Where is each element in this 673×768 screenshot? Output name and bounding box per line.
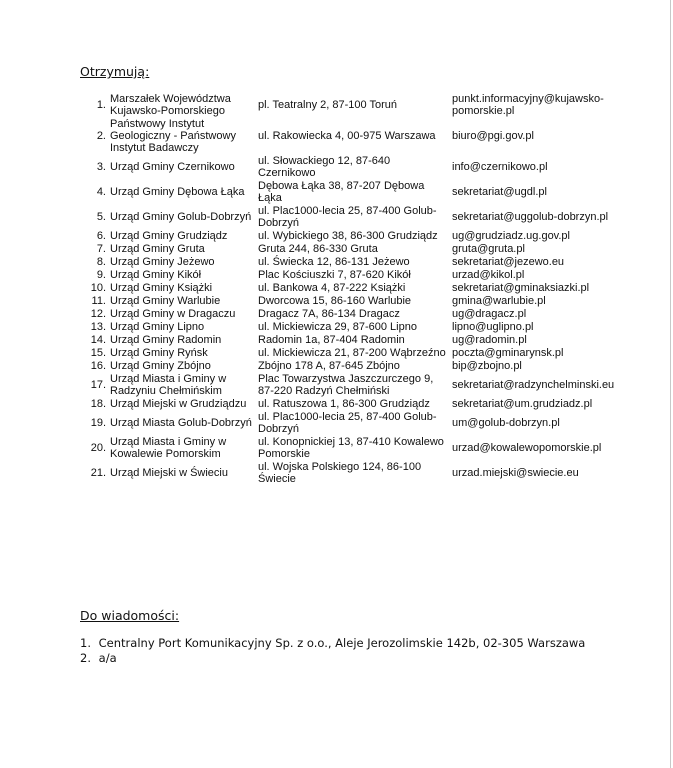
recipient-address: ul. Mickiewicza 21, 87-200 Wąbrzeźno	[258, 347, 446, 359]
info-item-text: a/a	[98, 651, 117, 665]
recipient-number: 12.	[90, 308, 106, 320]
recipient-number: 19.	[90, 417, 106, 429]
info-item	[80, 636, 585, 651]
recipient-email: sekretariat@um.grudziadz.pl	[452, 398, 593, 410]
recipient-number: 5.	[96, 211, 106, 223]
recipient-name: Urząd Gminy Warlubie	[110, 295, 221, 307]
recipient-number: 6.	[96, 230, 106, 242]
page-edge-line	[670, 0, 671, 768]
recipient-row	[78, 334, 618, 347]
recipient-email: urzad@kowalewopomorskie.pl	[452, 442, 602, 454]
recipient-address: ul. Rakowiecka 4, 00-975 Warszawa	[258, 130, 436, 142]
recipient-row	[78, 155, 618, 180]
recipient-row	[78, 205, 618, 230]
recipient-row	[78, 243, 618, 256]
recipients-table-body	[78, 93, 618, 486]
recipient-address: Zbójno 178 A, 87-645 Zbójno	[258, 360, 400, 372]
info-item-text: Centralny Port Komunikacyjny Sp. z o.o., Aleje Jerozolimskie 142b, 02-305 Warszawa	[98, 636, 586, 650]
recipient-name: Urząd Gminy Dębowa Łąka	[110, 186, 245, 198]
recipient-address: ul. Ratuszowa 1, 86-300 Grudziądz	[258, 398, 430, 410]
recipient-number: 11.	[91, 295, 106, 307]
recipient-number: 3.	[96, 161, 106, 173]
recipient-name: Urząd Miejski w Grudziądzu	[110, 398, 247, 410]
recipient-address: ul. Konopnickiej 13, 87-410 Kowalewo Pomorskie	[258, 436, 444, 460]
recipient-row	[78, 360, 618, 373]
recipient-email: sekretariat@gminaksiazki.pl	[452, 282, 590, 294]
info-list	[80, 636, 585, 666]
recipient-row	[78, 269, 618, 282]
recipient-row	[78, 436, 618, 461]
recipients-heading: Otrzymują:	[80, 64, 150, 79]
recipient-number: 16.	[90, 360, 106, 372]
recipient-number: 17.	[90, 379, 106, 391]
recipient-name: Urząd Gminy Zbójno	[110, 360, 211, 372]
recipient-row	[78, 256, 618, 269]
recipient-name: Urząd Gminy Lipno	[110, 321, 205, 333]
recipient-number: 4.	[96, 186, 106, 198]
recipient-row	[78, 118, 618, 155]
recipient-address: ul. Plac1000-lecia 25, 87-400 Golub-Dobrzyń	[258, 205, 437, 229]
recipient-address: ul. Plac1000-lecia 25, 87-400 Golub-Dobrzyń	[258, 411, 437, 435]
recipient-name: Urząd Gminy Kikół	[110, 269, 202, 281]
recipient-email: biuro@pgi.gov.pl	[452, 130, 534, 142]
recipient-number: 20.	[90, 442, 106, 454]
recipient-email: ug@dragacz.pl	[452, 308, 527, 320]
recipient-email: ug@grudziadz.ug.gov.pl	[452, 230, 570, 242]
recipient-number: 8.	[96, 256, 106, 268]
recipient-address: Radomin 1a, 87-404 Radomin	[258, 334, 405, 346]
recipient-name: Urząd Gminy Książki	[110, 282, 213, 294]
recipient-email: gruta@gruta.pl	[452, 243, 525, 255]
recipient-number: 18.	[90, 398, 106, 410]
recipient-name: Urząd Gminy Gruta	[110, 243, 205, 255]
recipient-email: gmina@warlubie.pl	[452, 295, 546, 307]
recipient-number: 7.	[96, 243, 106, 255]
recipient-address: ul. Wojska Polskiego 124, 86-100 Świecie	[258, 461, 422, 485]
recipient-name: Urząd Gminy Golub-Dobrzyń	[110, 211, 252, 223]
info-item	[80, 651, 585, 666]
recipient-address: Dragacz 7A, 86-134 Dragacz	[258, 308, 400, 320]
recipient-row	[78, 308, 618, 321]
recipient-name: Urząd Miasta i Gminy w Kowalewie Pomorskim	[110, 436, 227, 460]
recipient-number: 13.	[90, 321, 106, 333]
recipient-address: Gruta 244, 86-330 Gruta	[258, 243, 378, 255]
info-item-number: 2.	[80, 651, 91, 665]
recipient-row	[78, 230, 618, 243]
recipient-number: 9.	[96, 269, 106, 281]
recipient-name: Urząd Gminy Jeżewo	[110, 256, 215, 268]
info-heading: Do wiadomości:	[80, 608, 180, 623]
recipient-name: Urząd Miasta i Gminy w Radzyniu Chełmińskim	[110, 373, 227, 397]
recipient-address: pl. Teatralny 2, 87-100 Toruń	[258, 99, 398, 111]
recipient-address: ul. Bankowa 4, 87-222 Książki	[258, 282, 406, 294]
recipient-email: urzad@kikol.pl	[452, 269, 525, 281]
recipient-name: Urząd Gminy Radomin	[110, 334, 222, 346]
recipient-email: sekretariat@radzynchelminski.eu	[452, 379, 615, 391]
recipient-number: 1.	[96, 99, 106, 111]
recipient-row	[78, 398, 618, 411]
recipient-email: poczta@gminarynsk.pl	[452, 347, 564, 359]
recipient-email: lipno@uglipno.pl	[452, 321, 534, 333]
recipient-number: 21.	[90, 467, 106, 479]
recipient-name: Urząd Miejski w Świeciu	[110, 467, 228, 479]
recipients-table	[78, 93, 618, 486]
recipient-number: 10.	[90, 282, 106, 294]
recipient-row	[78, 180, 618, 205]
recipient-address: ul. Wybickiego 38, 86-300 Grudziądz	[258, 230, 438, 242]
recipient-address: ul. Mickiewicza 29, 87-600 Lipno	[258, 321, 417, 333]
recipient-row	[78, 93, 618, 118]
recipient-address: Dworcowa 15, 86-160 Warlubie	[258, 295, 412, 307]
recipient-email: urzad.miejski@swiecie.eu	[452, 467, 579, 479]
recipient-number: 15.	[90, 347, 106, 359]
recipient-email: um@golub-dobrzyn.pl	[452, 417, 560, 429]
recipient-address: Dębowa Łąka 38, 87-207 Dębowa Łąka	[258, 180, 425, 204]
recipient-name: Urząd Gminy Grudziądz	[110, 230, 228, 242]
recipient-name: Urząd Gminy w Dragaczu	[110, 308, 236, 320]
recipient-email: sekretariat@jezewo.eu	[452, 256, 565, 268]
recipient-address: Plac Towarzystwa Jaszczurczego 9, 87-220 Radzyń Chełmiński	[258, 373, 434, 397]
recipient-row	[78, 321, 618, 334]
recipient-row	[78, 411, 618, 436]
recipient-name: Urząd Miasta Golub-Dobrzyń	[110, 417, 252, 429]
recipient-name: Urząd Gminy Czernikowo	[110, 161, 235, 173]
recipient-row	[78, 295, 618, 308]
recipient-address: ul. Świecka 12, 86-131 Jeżewo	[258, 256, 410, 268]
recipient-address: Plac Kościuszki 7, 87-620 Kikół	[258, 269, 411, 281]
recipient-email: punkt.informacyjny@kujawsko-pomorskie.pl	[452, 93, 604, 117]
recipient-email: info@czernikowo.pl	[452, 161, 548, 173]
recipient-name: Marszałek Województwa Kujawsko-Pomorskiego	[110, 93, 231, 117]
info-item-number: 1.	[80, 636, 91, 650]
recipient-name: Urząd Gminy Ryńsk	[110, 347, 208, 359]
recipient-row	[78, 373, 618, 398]
recipient-address: ul. Słowackiego 12, 87-640 Czernikowo	[258, 155, 391, 179]
recipient-email: ug@radomin.pl	[452, 334, 527, 346]
recipient-email: bip@zbojno.pl	[452, 360, 522, 372]
recipient-email: sekretariat@ugdl.pl	[452, 186, 547, 198]
recipient-email: sekretariat@uggolub-dobrzyn.pl	[452, 211, 609, 223]
recipient-row	[78, 282, 618, 295]
recipient-row	[78, 347, 618, 360]
recipient-row	[78, 461, 618, 486]
recipient-number: 14.	[90, 334, 106, 346]
recipient-name: Państwowy Instytut Geologiczny - Państwowy Instytut Badawczy	[110, 118, 236, 154]
recipient-number: 2.	[96, 130, 106, 142]
